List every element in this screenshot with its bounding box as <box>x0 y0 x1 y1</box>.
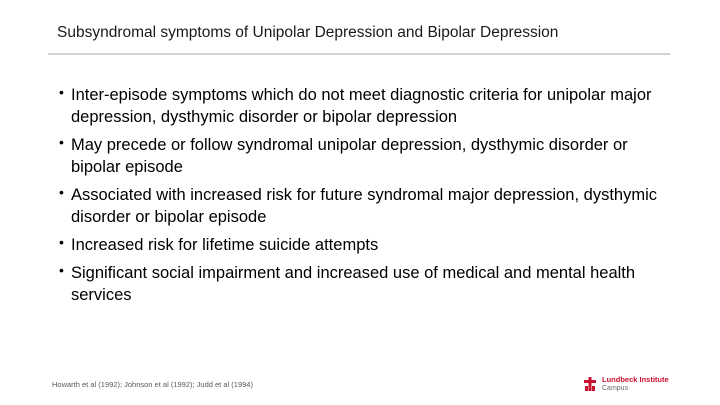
bullet-item <box>57 184 672 228</box>
bullet-list <box>57 84 672 312</box>
bullet-item <box>57 262 672 306</box>
bullet-dot-icon: • <box>59 84 64 100</box>
bullet-dot-icon: • <box>59 234 64 250</box>
brand-subtitle: Campus <box>602 385 629 392</box>
bullet-dot-icon: • <box>59 184 64 200</box>
lundbeck-cross-logo-icon <box>584 377 596 391</box>
brand-logo <box>584 372 669 396</box>
bullet-text: Associated with increased risk for future syndromal major depression, dysthymic disorder or bipolar episode <box>71 186 657 226</box>
bullet-item <box>57 84 672 128</box>
bullet-item <box>57 134 672 178</box>
bullet-text: Significant social impairment and increased use of medical and mental health services <box>71 264 636 304</box>
slide-title: Subsyndromal symptoms of Unipolar Depression and Bipolar Depression <box>57 24 559 41</box>
bullet-dot-icon: • <box>59 134 64 150</box>
brand-name: Lundbeck Institute <box>602 375 669 384</box>
bullet-text: Inter-episode symptoms which do not meet diagnostic criteria for unipolar major depression, dysthymic disorder or bipolar depression <box>71 86 652 126</box>
title-divider <box>48 53 670 55</box>
bullet-item <box>57 234 672 256</box>
bullet-text: May precede or follow syndromal unipolar depression, dysthymic disorder or bipolar episode <box>71 136 628 176</box>
bullet-text: Increased risk for lifetime suicide attempts <box>71 236 379 254</box>
bullet-dot-icon: • <box>59 262 64 278</box>
citation-footnote: Howarth et al (1992); Johnson et al (1992); Judd et al (1994) <box>52 380 253 389</box>
